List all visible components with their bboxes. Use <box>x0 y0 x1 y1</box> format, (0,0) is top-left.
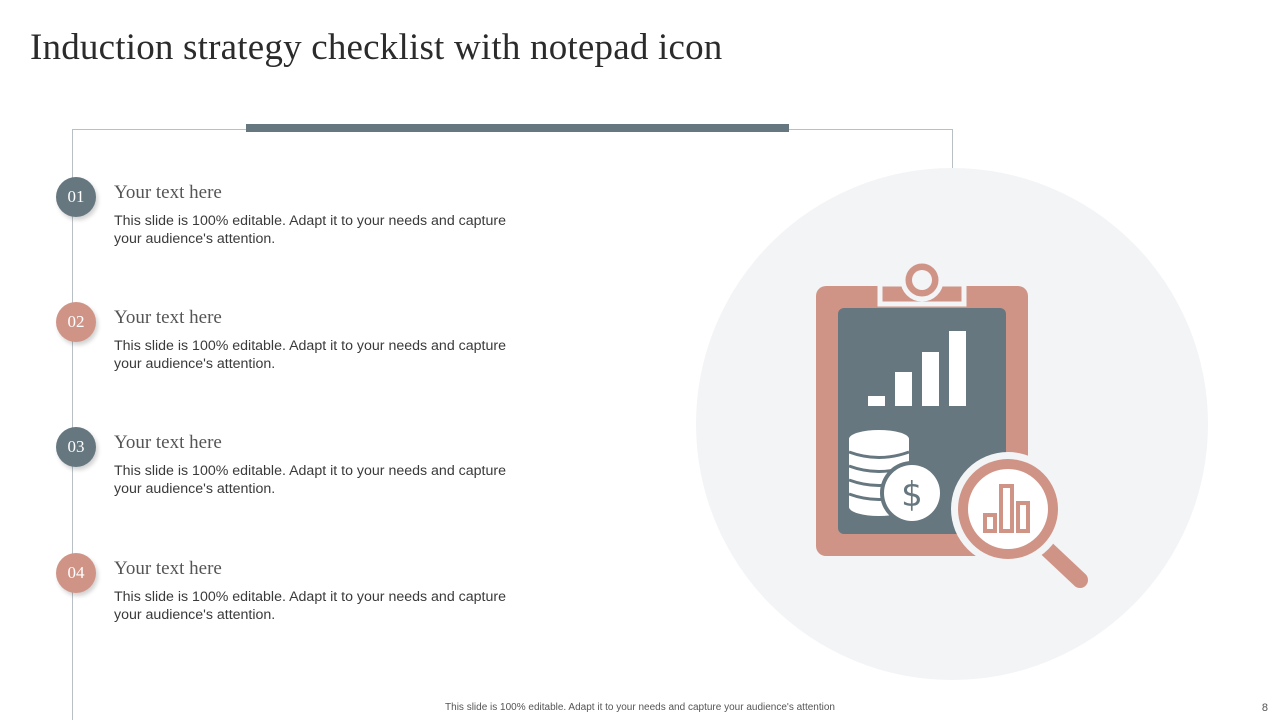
item-body: This slide is 100% editable. Adapt it to your needs and capture your audience's attention. <box>114 338 506 372</box>
slide-title: Induction strategy checklist with notepad icon <box>30 27 723 68</box>
number-badge: 01 <box>56 177 96 217</box>
item-body: This slide is 100% editable. Adapt it to your needs and capture your audience's attention. <box>114 463 506 497</box>
number-badge: 03 <box>56 427 96 467</box>
number-badge: 04 <box>56 553 96 593</box>
item-body: This slide is 100% editable. Adapt it to your needs and capture your audience's attention. <box>114 213 506 247</box>
page-number: 8 <box>1261 702 1268 714</box>
item-heading: Your text here <box>114 558 222 579</box>
frame-left-line <box>72 129 73 720</box>
footer-text: This slide is 100% editable. Adapt it to your needs and capture your audience's attention <box>445 702 835 713</box>
item-heading: Your text here <box>114 432 222 453</box>
frame-right-line <box>952 129 953 169</box>
clipboard-chart-coins-magnifier-icon <box>696 168 1208 680</box>
item-heading: Your text here <box>114 182 222 203</box>
number-badge: 02 <box>56 302 96 342</box>
magnifier-icon <box>951 452 1080 580</box>
item-body: This slide is 100% editable. Adapt it to your needs and capture your audience's attention. <box>114 589 506 623</box>
item-heading: Your text here <box>114 307 222 328</box>
dollar-symbol: $ <box>901 475 923 515</box>
accent-bar <box>246 124 789 132</box>
